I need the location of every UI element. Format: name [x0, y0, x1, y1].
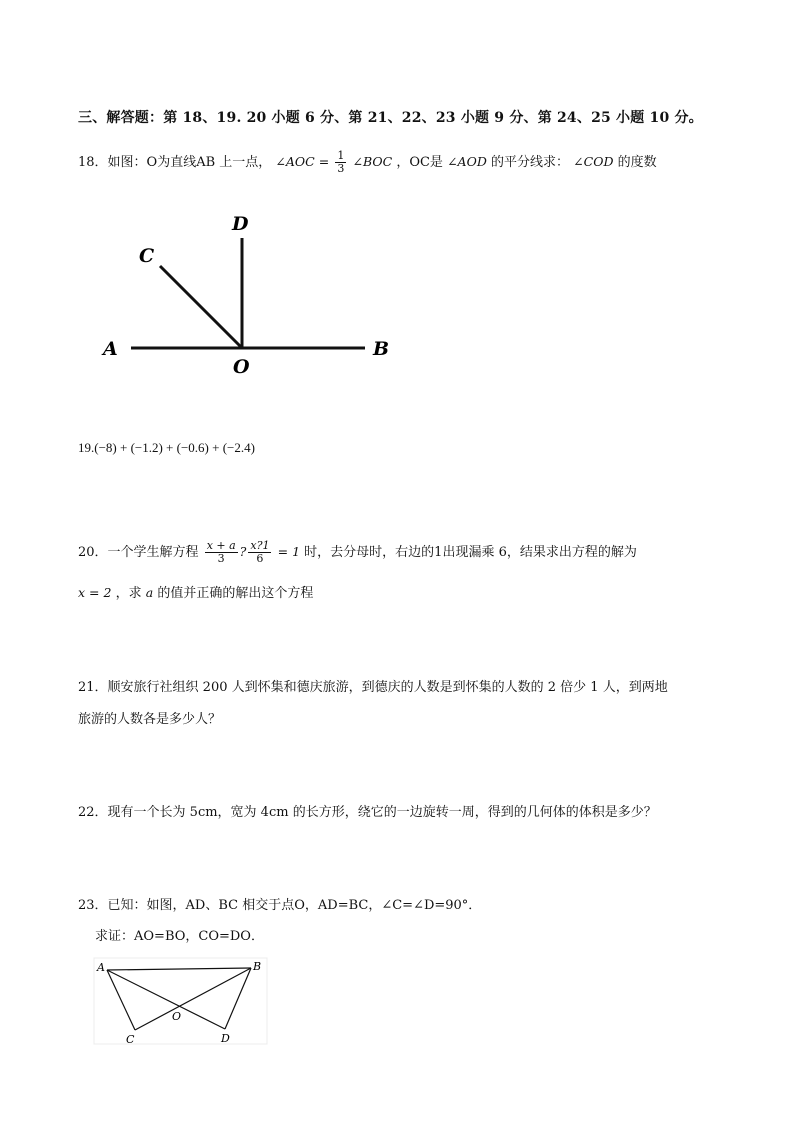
q18-mid2: 的平分线求：	[491, 155, 570, 170]
question-18	[78, 150, 657, 175]
q20-frac2-den: 6	[256, 552, 264, 565]
question-21-line2: 旅游的人数各是多少人？	[78, 712, 222, 727]
q18-angle-cod: ∠COD	[573, 154, 614, 169]
label-d: D	[221, 1032, 230, 1045]
question-23-line1: 23．已知：如图，AD、BC 相交于点O，AD=BC，∠C=∠D=90°．	[78, 898, 482, 913]
q23-figure	[93, 957, 273, 1047]
q20-solution: x = 2	[78, 585, 112, 600]
q20-fraction-1	[205, 540, 238, 565]
label-a: A	[103, 338, 118, 360]
section-title: 三、解答题：第 18、19. 20 小题 6 分、第 21、22、23 小题 9 分、第 24、25 小题 10 分。	[78, 110, 703, 126]
q20-line2-suffix: 的值并正确的解出这个方程	[157, 586, 314, 601]
label-a: A	[97, 961, 105, 974]
label-o: O	[172, 1010, 182, 1023]
question-19: 19.(−8) + (−1.2) + (−0.6) + (−2.4)	[78, 440, 255, 455]
label-d: D	[232, 213, 249, 235]
q18-suffix: 的度数	[617, 155, 657, 170]
question-23-line2: 求证：AO=BO，CO=DO．	[95, 929, 264, 944]
q20-frac1-num: x + a	[206, 539, 236, 552]
q18-frac-den: 3	[337, 162, 345, 175]
label-b: B	[373, 338, 390, 360]
question-20-line2	[78, 582, 313, 601]
q20-line2-mid: ，求	[115, 586, 142, 601]
q20-variable-a: a	[145, 585, 154, 600]
q20-suffix: 时，去分母时，右边的1出现漏乘 6，结果求出方程的解为	[304, 545, 637, 560]
segment-bc	[135, 968, 251, 1030]
q18-figure	[95, 205, 405, 385]
q20-frac1-den: 3	[217, 552, 225, 565]
q18-angle-boc: ∠BOC	[352, 154, 393, 169]
q18-angle-aoc: ∠AOC =	[275, 154, 330, 169]
segment-ab	[107, 968, 251, 970]
segment-bd	[225, 968, 251, 1029]
label-b: B	[253, 960, 262, 973]
q18-angle-aod: ∠AOD	[447, 154, 487, 169]
label-o: O	[233, 356, 250, 378]
q18-fraction	[335, 150, 346, 175]
label-c: C	[126, 1033, 135, 1046]
q20-frac2-num: x?1	[250, 539, 270, 552]
question-20-line1	[78, 540, 637, 565]
question-22: 22．现有一个长为 5cm，宽为 4cm 的长方形，绕它的一边旋转一周，得到的几何体的体积是多少？	[78, 805, 657, 820]
q18-mid: ，OC是	[396, 155, 443, 170]
segment-ac	[107, 970, 135, 1030]
q18-prefix: 18．如图：O为直线AB 上一点，	[78, 155, 272, 170]
q18-frac-num: 1	[337, 149, 345, 162]
q20-fraction-2	[248, 540, 271, 565]
segment-ad	[107, 970, 225, 1029]
label-c: C	[139, 245, 155, 267]
ray-oc	[160, 266, 242, 348]
question-21-line1: 21．顺安旅行社组织 200 人到怀集和德庆旅游，到德庆的人数是到怀集的人数的 2 倍少 1 人，到两地	[78, 680, 668, 695]
q20-operator: ?	[239, 544, 247, 559]
q20-prefix: 20．一个学生解方程	[78, 545, 199, 560]
q23-figure-frame	[94, 958, 267, 1044]
q20-equals: = 1	[277, 544, 301, 559]
